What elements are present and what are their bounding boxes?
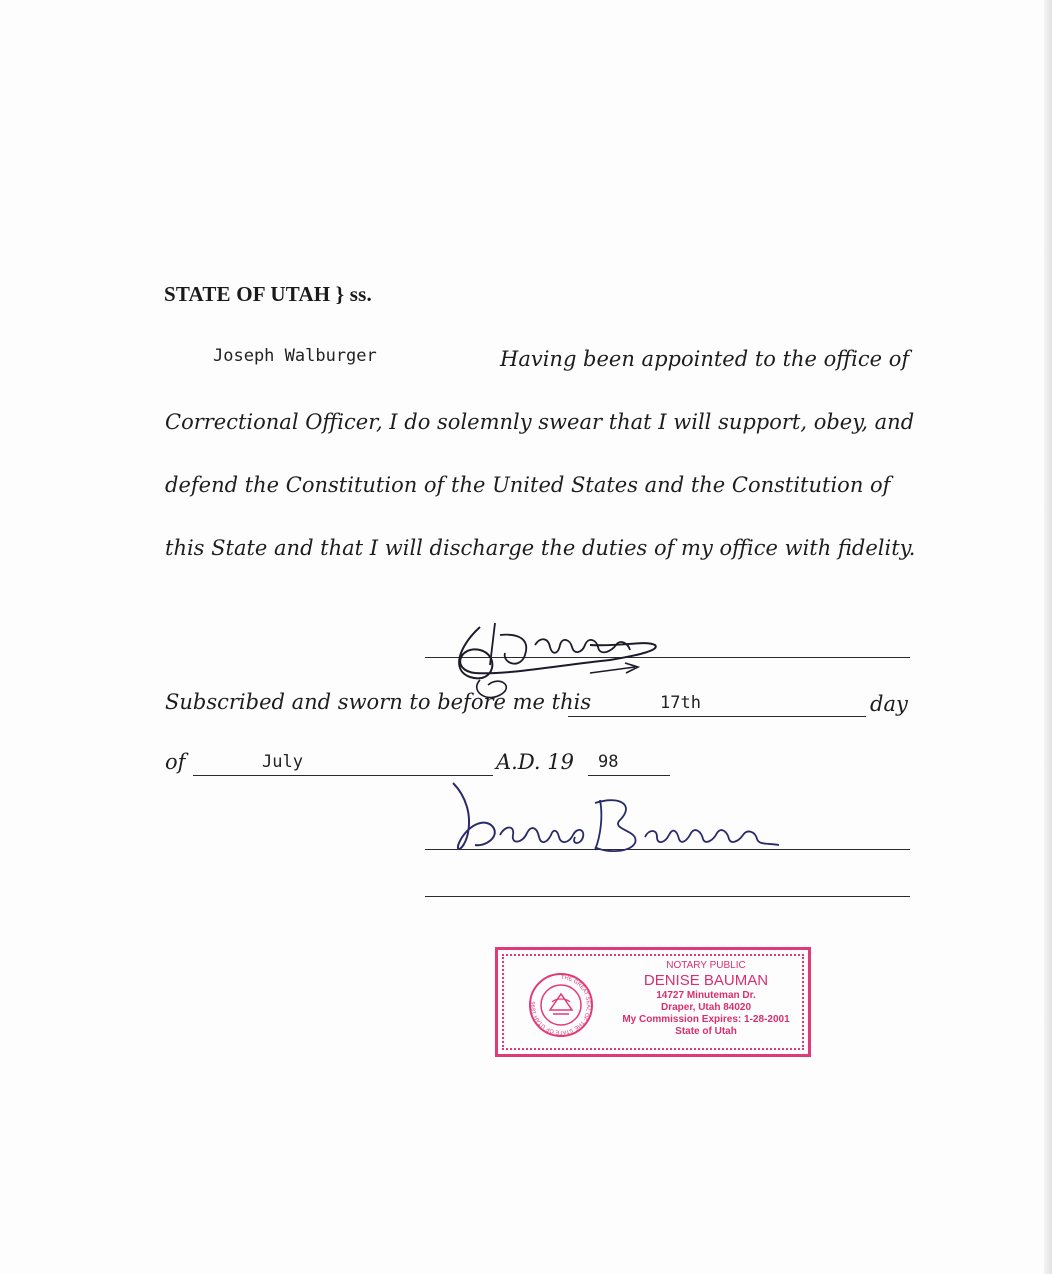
oath-line-4: this State and that I will discharge the duties of my office with fidelity.: [165, 536, 916, 560]
day-value: 17th: [660, 693, 701, 713]
day-blank-line: [568, 716, 866, 717]
venue-heading: STATE OF UTAH } ss.: [164, 282, 372, 306]
notary-stamp: [495, 947, 811, 1057]
stamp-title: NOTARY PUBLIC: [666, 960, 746, 971]
state-seal: [528, 972, 594, 1038]
year-value: 98: [598, 752, 619, 772]
officer-name: Joseph Walburger: [213, 346, 377, 366]
stamp-notary-name: DENISE BAUMAN: [643, 972, 769, 989]
notary-title-line: [425, 896, 910, 897]
day-suffix: day: [870, 692, 908, 716]
oath-line-2: Correctional Officer, I do solemnly swear that I will support, obey, and: [165, 410, 915, 434]
stamp-state: State of Utah: [675, 1026, 737, 1037]
stamp-city: Draper, Utah 84020: [660, 1002, 752, 1013]
oath-line-3: defend the Constitution of the United States and the Constitution of: [165, 473, 891, 497]
stamp-text: [608, 960, 804, 1038]
seal-text: THE GREAT SEAL OF THE STATE OF UTAH 1896: [530, 974, 592, 1036]
page-edge: [1044, 0, 1052, 1274]
ad-label: A.D. 19: [496, 750, 575, 774]
jurat-prefix: Subscribed and sworn to before me this: [165, 690, 592, 714]
oath-line-1: Having been appointed to the office of: [500, 347, 910, 371]
of-label: of: [165, 750, 186, 774]
notary-signature: [445, 775, 790, 865]
stamp-commission: My Commission Expires: 1-28-2001: [622, 1014, 790, 1025]
month-value: July: [262, 752, 303, 772]
stamp-street: 14727 Minuteman Dr.: [656, 990, 756, 1001]
